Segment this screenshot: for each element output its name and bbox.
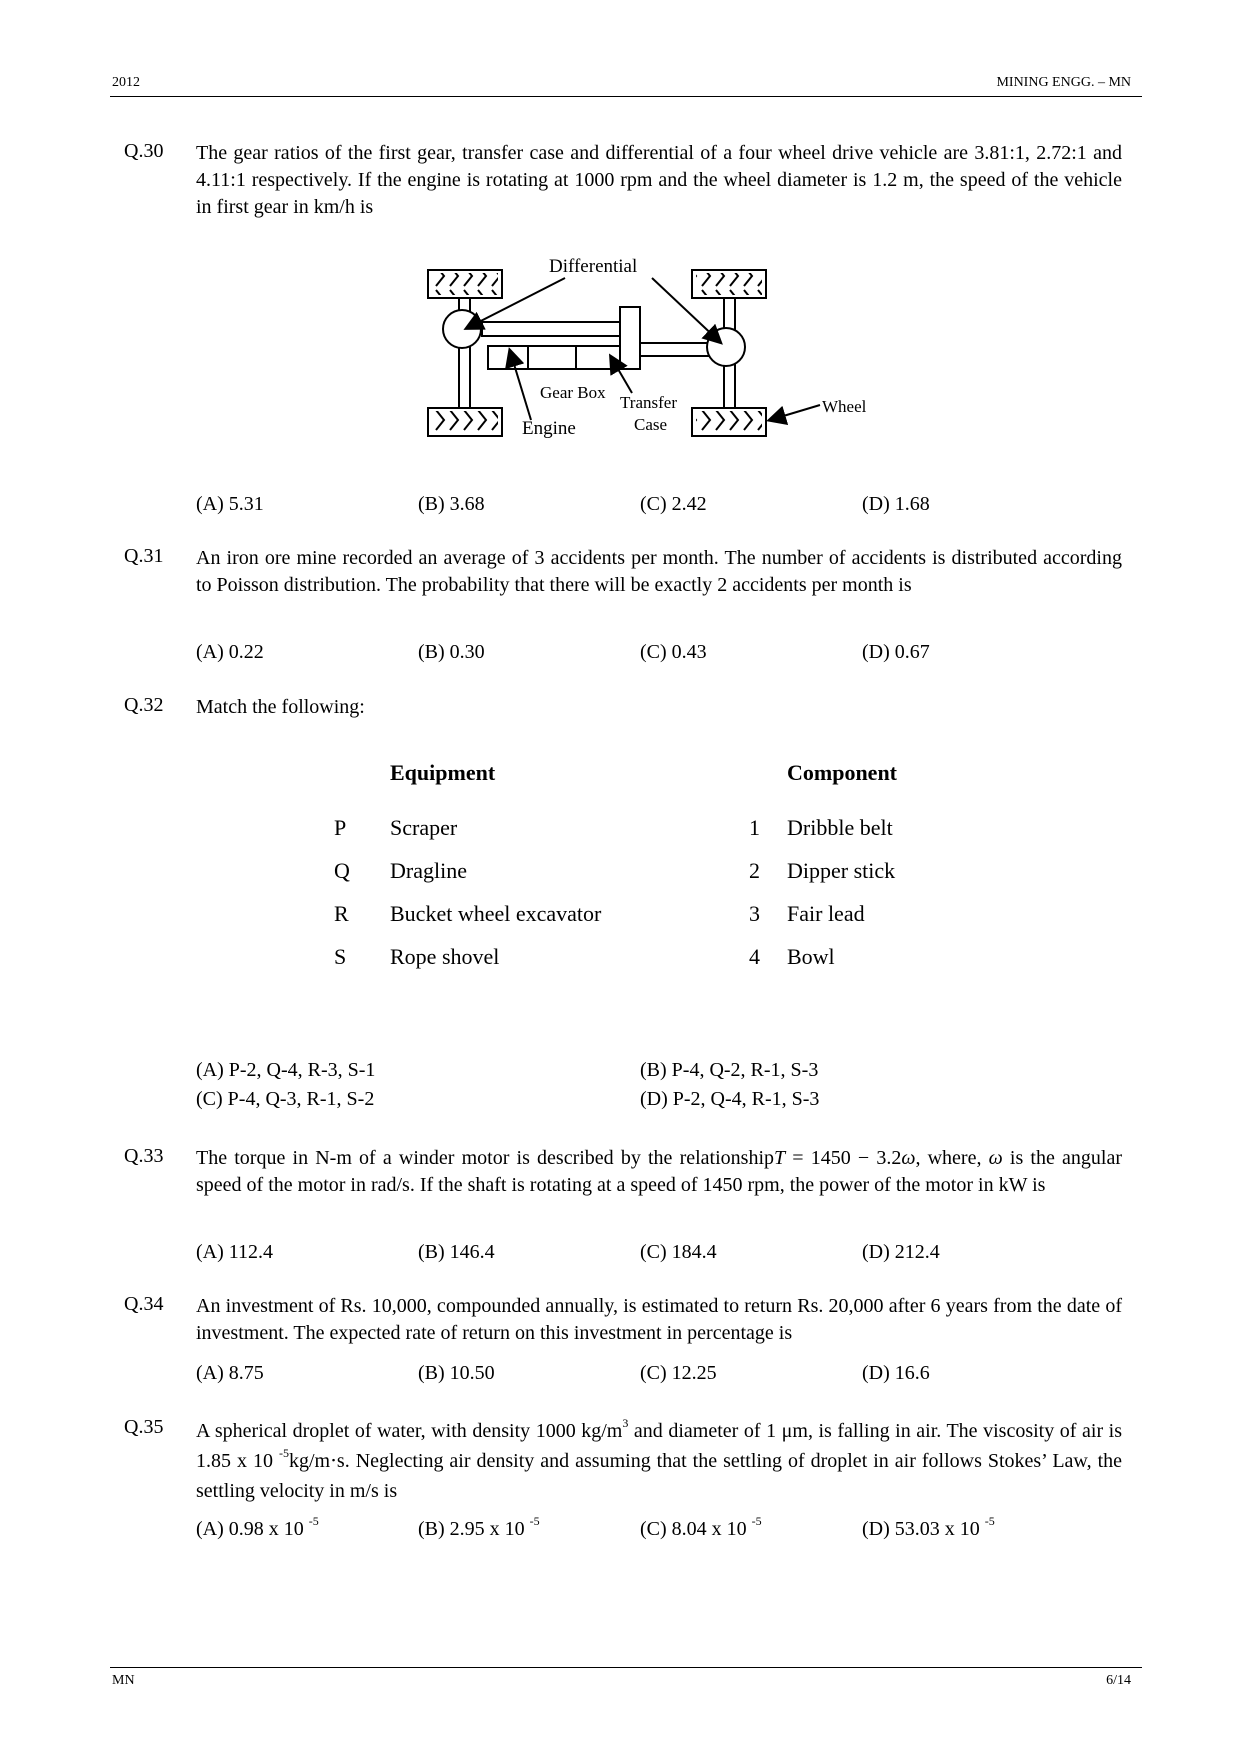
q33-text: The torque in N-m of a winder motor is described by the relationshipT = 1450 − 3.2ω, where, ω is the angular speed of the motor in rad/s. If the shaft is rotating at a speed of 1450 rpm, the power of the motor in kW is: [196, 1147, 1122, 1196]
match-key-p: P: [334, 815, 347, 840]
footer-page-number: 6/14: [1106, 1673, 1131, 1688]
label-wheel: Wheel: [822, 397, 867, 416]
q30-drivetrain-diagram: [0, 0, 1241, 460]
q33-equation: T = 1450 − 3.2ω: [774, 1147, 916, 1169]
q32-number: Q.32: [124, 694, 164, 716]
q30-option-c: (C) 2.42: [640, 493, 707, 515]
q30-option-b: (B) 3.68: [418, 493, 485, 515]
q34-text: An investment of Rs. 10,000, compounded annually, is estimated to return Rs. 20,000 after 6 years from the date of investment. The expected rate of return on this investment in percentage is: [196, 1295, 1122, 1344]
match-item-r: Bucket wheel excavator: [390, 901, 602, 926]
q35-option-d: (D) 53.03 x 10 $^{-5}$: [862, 1514, 995, 1540]
q30-text: The gear ratios of the first gear, transfer case and differential of a four wheel drive vehicle are 3.81:1, 2.72:1 and 4.11:1 respectively. If the engine is rotating at 1000 rpm and the wheel diameter is 1.2 m, the speed of the vehicle in first gear in km/h is: [196, 142, 1122, 218]
footer-rule: [110, 1667, 1142, 1668]
header-subject: MINING ENGG. – MN: [996, 75, 1131, 90]
q33-option-a: (A) 112.4: [196, 1241, 274, 1263]
match-header-equipment: Equipment: [390, 760, 496, 785]
match-num-3: 3: [749, 901, 760, 926]
q35-option-c: (C) 8.04 x 10 $^{-5}$: [640, 1514, 762, 1540]
q30-option-a: (A) 5.31: [196, 493, 264, 515]
q31-option-b: (B) 0.30: [418, 641, 485, 663]
footer-code: MN: [112, 1673, 135, 1688]
q33-number: Q.33: [124, 1145, 164, 1167]
q34-option-d: (D) 16.6: [862, 1362, 930, 1384]
match-comp-1: Dribble belt: [787, 815, 893, 840]
q32-option-d: (D) P-2, Q-4, R-1, S-3: [640, 1088, 820, 1110]
wheel-front-left: [428, 270, 502, 298]
wheel-rear-left: [428, 408, 502, 436]
match-header-component: Component: [787, 760, 898, 785]
q34-option-b: (B) 10.50: [418, 1362, 495, 1384]
label-differential: Differential: [549, 256, 638, 277]
q32-option-b: (B) P-4, Q-2, R-1, S-3: [640, 1059, 819, 1081]
q35-number: Q.35: [124, 1416, 164, 1438]
q34-option-c: (C) 12.25: [640, 1362, 717, 1384]
match-comp-4: Bowl: [787, 944, 835, 969]
q32-option-c: (C) P-4, Q-3, R-1, S-2: [196, 1088, 375, 1110]
q35-option-b: (B) 2.95 x 10 $^{-5}$: [418, 1514, 540, 1540]
q35-option-a: (A) 0.98 x 10 $^{-5}$: [196, 1514, 319, 1540]
wheel-rear-right: [692, 408, 766, 436]
q33-option-b: (B) 146.4: [418, 1241, 495, 1263]
q35-text: A spherical droplet of water, with density 1000 $kg/m^3$ and diameter of 1 μm, is falling in air. The viscosity of air is 1.85 x 10 $^{-5}$kg/m⋅s. Neglecting air density and assuming that the settling of droplet in air follows Stokes’ Law, the settling velocity in m/s is: [196, 1416, 1123, 1502]
match-num-4: 4: [749, 944, 760, 969]
q31-option-a: (A) 0.22: [196, 641, 264, 663]
match-key-q: Q: [334, 858, 350, 883]
match-item-s: Rope shovel: [390, 944, 500, 969]
q33-omega: ω: [988, 1147, 1003, 1169]
label-transfer: Transfer: [620, 393, 677, 412]
q30-number: Q.30: [124, 140, 164, 162]
header-year: 2012: [112, 75, 140, 90]
q30-option-d: (D) 1.68: [862, 493, 930, 515]
match-num-1: 1: [749, 815, 760, 840]
q31-option-c: (C) 0.43: [640, 641, 707, 663]
q34-option-a: (A) 8.75: [196, 1362, 264, 1384]
match-key-s: S: [334, 944, 347, 969]
label-engine: Engine: [522, 418, 576, 439]
match-key-r: R: [334, 901, 349, 926]
match-item-p: Scraper: [390, 815, 458, 840]
q31-option-d: (D) 0.67: [862, 641, 930, 663]
wheel-front-right: [692, 270, 766, 298]
q32-option-a: (A) P-2, Q-4, R-3, S-1: [196, 1059, 376, 1081]
q34-number: Q.34: [124, 1293, 164, 1315]
match-comp-2: Dipper stick: [787, 858, 896, 883]
q33-option-d: (D) 212.4: [862, 1241, 940, 1263]
match-num-2: 2: [749, 858, 760, 883]
match-comp-3: Fair lead: [787, 901, 865, 926]
q32-text: Match the following:: [196, 696, 365, 718]
match-item-q: Dragline: [390, 858, 467, 883]
label-gear-box: Gear Box: [540, 383, 606, 402]
label-case: Case: [634, 415, 668, 434]
q31-number: Q.31: [124, 545, 164, 567]
q31-text: An iron ore mine recorded an average of 3 accidents per month. The number of accidents is distributed according to Poisson distribution. The probability that there will be exactly 2 accidents per month is: [196, 547, 1122, 596]
q33-option-c: (C) 184.4: [640, 1241, 717, 1263]
